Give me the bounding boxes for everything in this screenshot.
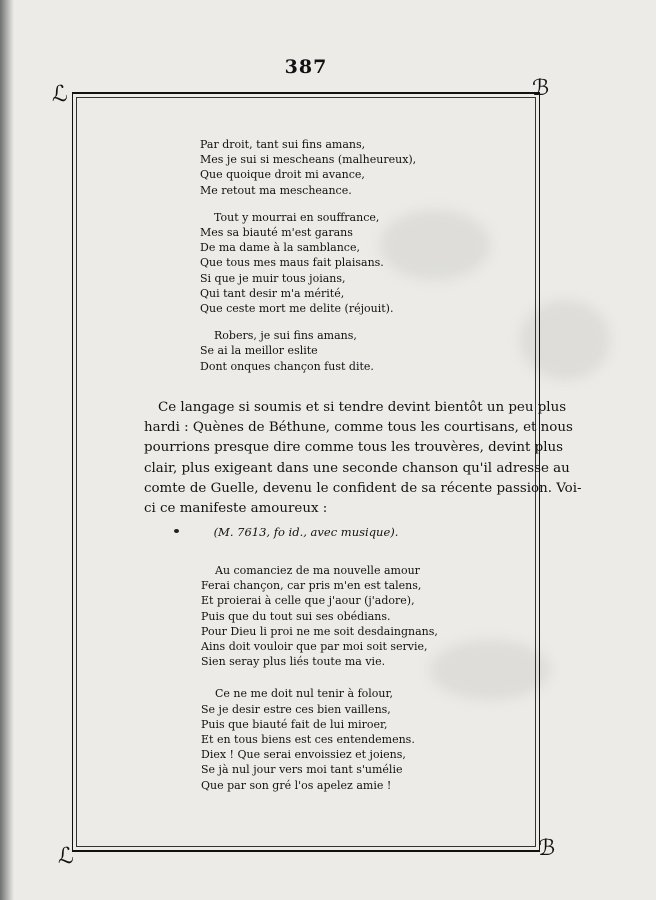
corner-ornament-bottom-right-icon: ℬ [538, 836, 556, 861]
corner-ornament-top-right-icon: ℬ [532, 76, 550, 101]
prose-line: ci ce manifeste amoureux : [144, 501, 328, 517]
poem-line: Ferai chançon, car pris m'en est talens, [201, 579, 422, 593]
prose-line: pourrions presque dire comme tous les trouvères, devint plus [144, 440, 564, 456]
poem-line: Si que je muir tous joians, [200, 271, 346, 285]
poem-line: Au comanciez de ma nouvelle amour [215, 564, 420, 577]
poem-line: De ma dame à la samblance, [200, 241, 360, 255]
poem-line: Se ai la meillor eslite [200, 344, 318, 358]
poem-line: Pour Dieu li proi ne me soit desdaingnans, [201, 624, 438, 638]
prose-line: Ce langage si soumis et si tendre devint bientôt un peu plus [158, 400, 567, 415]
page-number: 387 [284, 56, 328, 78]
prose-line: comte de Guelle, devenu le confident de sa récente passion. Voi- [144, 480, 582, 496]
poem-line: Se je desir estre ces bien vaillens, [201, 702, 391, 716]
stanza-gap [200, 316, 416, 328]
poem-line: Et en tous biens est ces entendemens. [201, 733, 415, 747]
poem-line: Se jà nul jour vers moi tant s'umélie [201, 763, 403, 777]
corner-ornament-top-left-icon: ℒ [52, 82, 68, 107]
poem-line: Que tous mes maus fait plaisans. [200, 256, 384, 270]
prose-line: hardi : Quènes de Béthune, comme tous les courtisans, et nous [144, 420, 573, 436]
poem-line: Ce ne me doit nul tenir à folour, [215, 687, 394, 701]
poem-line: Me retout ma mescheance. [200, 183, 352, 197]
page-gutter-shadow [0, 0, 14, 900]
stanza-gap [201, 669, 438, 686]
poem-line: Et proierai à celle que j'aour (j'adore), [201, 594, 415, 608]
poem-line: Que par son gré l'os apelez amie ! [201, 778, 392, 792]
poem-line: Mes sa biauté m'est garans [200, 226, 353, 240]
poem-line: Diex ! Que serai envoissiez et joiens, [201, 748, 406, 762]
poem-line: Ains doit vouloir que par moi soit servie, [201, 640, 428, 654]
prose-line: clair, plus exigeant dans une seconde chanson qu'il adresse au [144, 460, 570, 476]
poem-line: Puis que du tout sui ses obédians. [201, 609, 391, 623]
stanza-gap [200, 198, 416, 210]
poem-line: Sien seray plus liés toute ma vie. [201, 655, 386, 669]
poem-line: Robers, je sui fins amans, [214, 329, 357, 343]
poem-line: Puis que biauté fait de lui miroer, [201, 717, 388, 731]
poem-line: Que ceste mort me delite (réjouit). [200, 302, 394, 316]
corner-ornament-bottom-left-icon: ℒ [58, 844, 74, 869]
poem-line: Que quoique droit mi avance, [200, 168, 365, 182]
poem-line: Qui tant desir m'a mérité, [200, 286, 345, 300]
source-citation: (M. 7613, fo id., avec musique). [213, 525, 399, 539]
poem-first [200, 137, 416, 374]
poem-line: Tout y mourrai en souffrance, [214, 210, 380, 224]
prose-paragraph [144, 398, 582, 519]
poem-line: Mes je sui si mescheans (malheureux), [200, 153, 417, 167]
poem-line: Dont onques chançon fust dite. [200, 359, 374, 373]
poem-line: Par droit, tant sui fins amans, [200, 138, 366, 151]
poem-second [201, 563, 438, 793]
